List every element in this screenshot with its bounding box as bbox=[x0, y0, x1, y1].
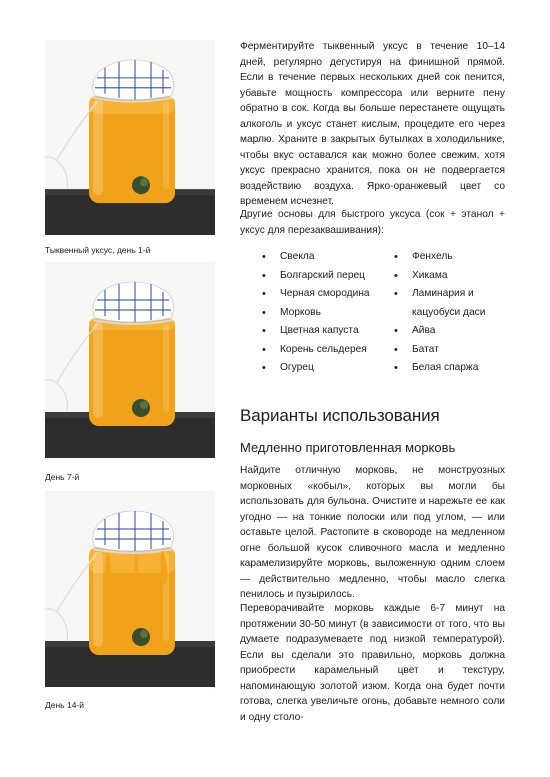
list-item: • Морковь bbox=[261, 304, 391, 323]
list-item: • Корень сельдерея bbox=[261, 341, 391, 360]
intro-paragraph: Ферментируйте тыквенный уксус в течение 10–14 дней, регулярно дегустируя на финишной прямой. Если в течение первых нескольких дней сок пенится, убавьте мощность компрессора или верните пену обратно в сок. Когда вы больше перестанете ощущать алкоголь и уксус станет кислым, процедите его через марлю. Храните в закрытых бутылках в холодильнике, чтобы вкус оставался как можно более свежим, хотя уксус прекрасно хранится, пока он не подвергается воздействию воздуха. Ярко-оранжевый цвет со временем исчезнет. bbox=[240, 41, 505, 207]
list-item: • Болгарский перец bbox=[261, 267, 391, 286]
sub-heading: Медленно приготовленная морковь bbox=[240, 440, 456, 455]
carrot-paragraph-1: Найдите отличную морковь, не монструозных морковных «кобыл», которых вы могли бы использовать для бульона. Очистите и нарежьте ее как угодно — на тонкие полоски или под углом, — или оставьте целой. Растопите в сковороде на медленном огне большой кусок сливочного масла и медленно карамелизируйте морковь, выложенную одним слоем — действительно медленно, чтобы масло слегка пенилось и пузырилось. bbox=[240, 465, 505, 600]
list-item: • Ламинария и кацуобуси даси bbox=[393, 285, 513, 322]
list-item: • Черная смородина bbox=[261, 285, 391, 304]
jar-photo-day-14 bbox=[45, 491, 215, 687]
jar-photo-day-7 bbox=[45, 262, 215, 458]
photo-caption-day-7: День 7-й bbox=[45, 472, 80, 482]
vinegar-bases-list-left bbox=[261, 248, 391, 378]
list-item: • Батат bbox=[393, 341, 513, 360]
list-item: • Белая спаржа bbox=[393, 359, 513, 378]
carrot-paragraph-2: Переворачивайте морковь каждые 6-7 минут на протяжении 30-50 минут (в зависимости от того, что вы думаете подразумеваете под низкой температурой). Если вы сделали это правильно, морковь должна приобрести карамельный цвет и текстуру, напоминающую золотой изюм. Когда она будет почти готова, слегка увеличьте огонь, добавьте немного соли и одну столо- bbox=[240, 603, 505, 723]
vinegar-bases-list-right bbox=[393, 248, 513, 378]
list-item: • Огурец bbox=[261, 359, 391, 378]
other-bases-paragraph: Другие основы для быстрого уксуса (сок + этанол + уксус для перезаквашивания): bbox=[240, 209, 505, 236]
list-item: • Свекла bbox=[261, 248, 391, 267]
list-item: • Хикама bbox=[393, 267, 513, 286]
list-item: • Цветная капуста bbox=[261, 322, 391, 341]
jar-photo-day-1 bbox=[45, 40, 215, 235]
photo-caption-day-1: Тыквенный уксус, день 1-й bbox=[45, 245, 151, 255]
list-item: • Айва bbox=[393, 322, 513, 341]
section-heading: Варианты использования bbox=[240, 406, 440, 425]
list-item: • Фенхель bbox=[393, 248, 513, 267]
photo-caption-day-14: День 14-й bbox=[45, 700, 85, 710]
